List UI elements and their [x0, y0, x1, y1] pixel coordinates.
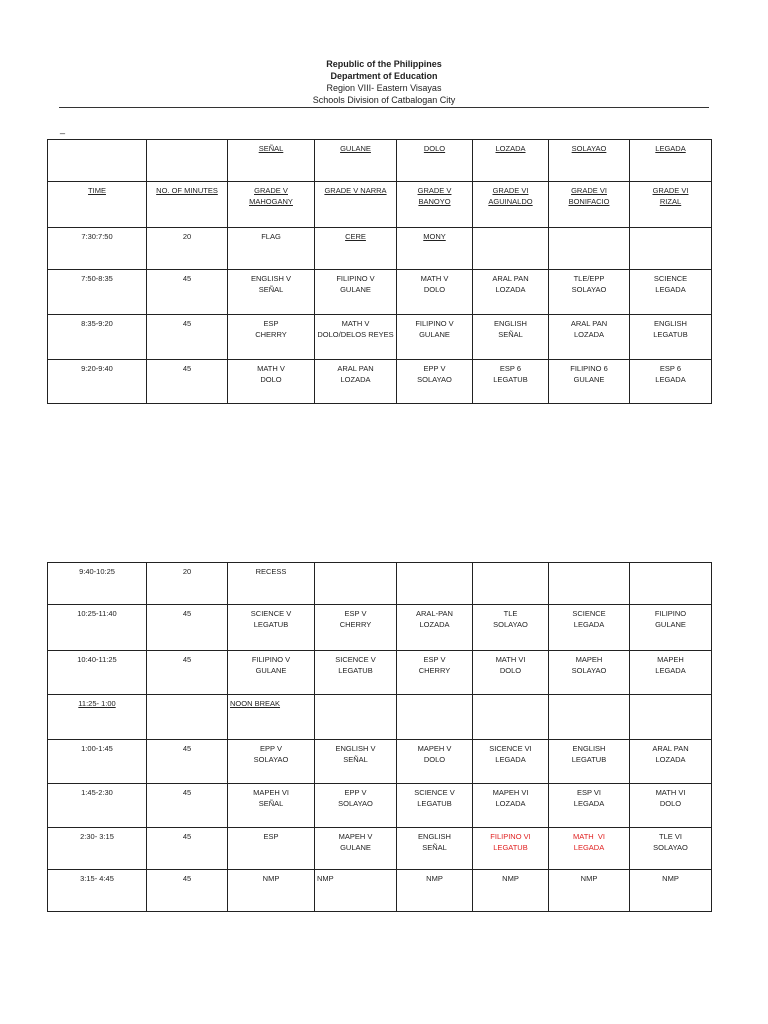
time-cell: 9:40-10:25: [48, 563, 147, 605]
section-header: [228, 182, 315, 228]
teacher: SOLAYAO: [253, 755, 289, 764]
teacher: CHERRY: [339, 620, 372, 629]
subject: MAPEH V: [338, 832, 373, 841]
schedule-cell: [473, 270, 549, 315]
schedule-cell: [549, 651, 630, 695]
schedule-cell: [549, 870, 630, 912]
schedule-cell: [473, 695, 549, 740]
table-row: [48, 360, 712, 404]
teacher: LEGADA: [655, 375, 686, 384]
schedule-cell: [630, 563, 712, 605]
subject: MATH VI: [655, 788, 686, 797]
schedule-cell-highlighted: [549, 828, 630, 870]
teacher: SOLAYAO: [338, 799, 373, 808]
table-row: [48, 784, 712, 828]
teacher: LOZADA: [419, 620, 450, 629]
schedule-cell: [397, 228, 473, 270]
schedule-cell: [228, 270, 315, 315]
section-grade: GRADE V NARRA: [324, 186, 387, 195]
schedule-cell: [473, 740, 549, 784]
noon-break-label: NOON BREAK: [230, 699, 281, 708]
teacher: LOZADA: [573, 330, 604, 339]
schedule-cell: [397, 828, 473, 870]
schedule-cell: [315, 270, 397, 315]
schedule-cell: [228, 563, 315, 605]
schedule-cell: [549, 360, 630, 404]
subject: MATH VI: [495, 655, 526, 664]
teacher-header: LEGADA: [630, 140, 712, 182]
subject: TLE/EPP: [573, 274, 605, 283]
table-row: [48, 651, 712, 695]
schedule-cell: [630, 784, 712, 828]
schedule-cell: [228, 605, 315, 651]
schedule-cell: [228, 315, 315, 360]
subject: ARAL PAN: [570, 319, 608, 328]
letterhead: [0, 58, 768, 106]
schedule-cell: [397, 784, 473, 828]
schedule-cell: [228, 828, 315, 870]
teacher: SEÑAL: [343, 755, 368, 764]
section-grade: GRADE VI: [571, 186, 607, 195]
subject: CERE: [345, 232, 366, 241]
schedule-cell: [315, 870, 397, 912]
section-name: AGUINALDO: [488, 197, 533, 206]
letterhead-line-region: Region VIII- Eastern Visayas: [326, 83, 442, 93]
subject: MATH V: [420, 274, 449, 283]
section-header: [397, 182, 473, 228]
teacher-header: GULANE: [315, 140, 397, 182]
subject: ARAL PAN: [492, 274, 529, 283]
stray-mark: _: [60, 124, 66, 134]
teacher: GULANE: [255, 666, 287, 675]
subject: SCIENCE V: [414, 788, 455, 797]
subject: ESP V: [423, 655, 446, 664]
schedule-cell: [397, 563, 473, 605]
teacher: CHERRY: [255, 330, 287, 339]
schedule-cell: [473, 784, 549, 828]
schedule-cell: [630, 740, 712, 784]
teacher: GULANE: [340, 843, 371, 852]
teacher: LOZADA: [340, 375, 371, 384]
subject: ESP 6: [659, 364, 682, 373]
subject: NMP: [317, 874, 334, 883]
schedule-cell: [473, 360, 549, 404]
subject: MONY: [423, 232, 446, 241]
schedule-cell: [549, 605, 630, 651]
schedule-cell: [315, 605, 397, 651]
teacher: LOZADA: [495, 799, 526, 808]
empty-cell: [48, 140, 147, 182]
schedule-cell: [397, 870, 473, 912]
subject: ARAL PAN: [337, 364, 374, 373]
teacher: LOZADA: [655, 755, 686, 764]
schedule-cell: [630, 828, 712, 870]
schedule-cell: [473, 228, 549, 270]
minutes-cell: 45: [147, 605, 228, 651]
subject: ESP 6: [499, 364, 522, 373]
schedule-cell: [228, 740, 315, 784]
section-header-row: [48, 182, 712, 228]
teacher: GULANE: [340, 285, 371, 294]
subject: FILIPINO 6: [570, 364, 608, 373]
teacher-header-row: [48, 140, 712, 182]
schedule-cell: [473, 870, 549, 912]
table-row: [48, 695, 712, 740]
time-cell: 11:25- 1:00: [48, 695, 147, 740]
subject: TLE VI: [659, 832, 682, 841]
subject: EPP V: [260, 744, 282, 753]
subject: MAPEH VI: [253, 788, 289, 797]
empty-cell: [147, 140, 228, 182]
teacher: LEGATUB: [253, 620, 289, 629]
teacher: GULANE: [419, 330, 450, 339]
teacher: LEGADA: [573, 620, 605, 629]
subject: SCIENCE: [653, 274, 688, 283]
time-cell: 10:40-11:25: [48, 651, 147, 695]
teacher: LEGATUB: [493, 843, 528, 852]
subject: FLAG: [261, 232, 281, 241]
schedule-cell: [228, 651, 315, 695]
minutes-cell: 45: [147, 784, 228, 828]
minutes-cell: 45: [147, 270, 228, 315]
schedule-cell: [549, 315, 630, 360]
subject: FILIPINO VI: [490, 832, 531, 841]
schedule-cell: [397, 695, 473, 740]
schedule-cell: [315, 784, 397, 828]
schedule-table-morning: [47, 139, 712, 404]
schedule-cell: [397, 270, 473, 315]
subject: ARAL PAN: [652, 744, 689, 753]
subject: EPP V: [344, 788, 367, 797]
schedule-cell: [315, 828, 397, 870]
header-divider: [59, 107, 709, 108]
minutes-cell: 45: [147, 740, 228, 784]
subject: SICENCE VI: [489, 744, 532, 753]
teacher: SEÑAL: [258, 799, 284, 808]
table-row: [48, 270, 712, 315]
time-cell: 7:50-8:35: [48, 270, 147, 315]
subject: ENGLISH: [494, 319, 527, 328]
teacher-header: DOLO: [397, 140, 473, 182]
schedule-cell: [549, 228, 630, 270]
schedule-cell: [630, 270, 712, 315]
teacher: LEGATUB: [571, 755, 607, 764]
section-header: [630, 182, 712, 228]
table-row: [48, 228, 712, 270]
teacher: SEÑAL: [422, 843, 447, 852]
teacher: SOLAYAO: [571, 285, 607, 294]
teacher: SOLAYAO: [571, 666, 607, 675]
minutes-cell: 45: [147, 651, 228, 695]
schedule-cell: [630, 315, 712, 360]
teacher: GULANE: [573, 375, 605, 384]
subject: ENGLISH V: [335, 744, 376, 753]
subject: ENGLISH: [572, 744, 606, 753]
section-header: [315, 182, 397, 228]
table-row: [48, 740, 712, 784]
schedule-cell: [549, 563, 630, 605]
section-name: BANOYO: [418, 197, 451, 206]
schedule-cell: [473, 605, 549, 651]
schedule-cell: [473, 563, 549, 605]
schedule-cell: [549, 270, 630, 315]
teacher: GULANE: [655, 620, 686, 629]
time-cell: 2:30- 3:15: [48, 828, 147, 870]
time-cell: 7:30:7:50: [48, 228, 147, 270]
teacher: LEGADA: [655, 285, 686, 294]
section-grade: GRADE VI: [492, 186, 529, 195]
schedule-cell: [315, 563, 397, 605]
subject: MAPEH VI: [492, 788, 529, 797]
section-header: [549, 182, 630, 228]
schedule-cell: [397, 605, 473, 651]
minutes-cell: 45: [147, 360, 228, 404]
subject: ESP VI: [576, 788, 602, 797]
subject: NMP: [262, 874, 280, 883]
teacher: LEGADA: [573, 799, 605, 808]
minutes-cell: [147, 695, 228, 740]
subject: RECESS: [255, 567, 287, 576]
teacher: SEÑAL: [498, 330, 523, 339]
section-grade: GRADE V: [254, 186, 288, 195]
subject: MAPEH V: [417, 744, 452, 753]
schedule-cell: [315, 740, 397, 784]
subject: ENGLISH: [418, 832, 451, 841]
teacher: LEGATUB: [338, 666, 373, 675]
schedule-cell: [228, 360, 315, 404]
section-name: RIZAL: [659, 197, 682, 206]
teacher-header: LOZADA: [473, 140, 549, 182]
schedule-table-afternoon: [47, 562, 712, 912]
subject: NMP: [502, 874, 519, 883]
schedule-cell: [228, 695, 315, 740]
schedule-cell-highlighted: [473, 828, 549, 870]
schedule-cell: [473, 651, 549, 695]
subject: ARAL-PAN: [416, 609, 453, 618]
subject: FILIPINO V: [251, 655, 291, 664]
subject: ESP V: [344, 609, 367, 618]
schedule-cell: [397, 315, 473, 360]
subject: MATH VI: [573, 832, 605, 841]
subject: SCIENCE V: [250, 609, 292, 618]
subject: ENGLISH V: [250, 274, 291, 283]
subject: SCIENCE: [572, 609, 606, 618]
time-cell: 9:20-9:40: [48, 360, 147, 404]
schedule-cell: [549, 695, 630, 740]
section-header: [473, 182, 549, 228]
table-row: [48, 315, 712, 360]
minutes-cell: 45: [147, 828, 228, 870]
teacher-header: SOLAYAO: [549, 140, 630, 182]
schedule-cell: [549, 784, 630, 828]
minutes-cell: 45: [147, 315, 228, 360]
minutes-cell: 45: [147, 870, 228, 912]
teacher: SOLAYAO: [417, 375, 452, 384]
table-row: [48, 870, 712, 912]
schedule-cell: [630, 695, 712, 740]
teacher: SOLAYAO: [493, 620, 528, 629]
subject: ESP: [263, 832, 279, 841]
teacher: SEÑAL: [258, 285, 284, 294]
teacher: LEGADA: [655, 666, 686, 675]
schedule-cell: [397, 740, 473, 784]
teacher: DOLO: [659, 799, 682, 808]
subject: EPP V: [423, 364, 446, 373]
teacher: DOLO: [499, 666, 522, 675]
teacher: LEGATUB: [493, 375, 528, 384]
schedule-cell: [228, 228, 315, 270]
schedule-cell: [315, 651, 397, 695]
section-name: BONIFACIO: [568, 197, 610, 206]
schedule-cell: [473, 315, 549, 360]
letterhead-line-republic: Republic of the Philippines: [326, 59, 442, 69]
time-cell: 1:45-2:30: [48, 784, 147, 828]
time-cell: 3:15- 4:45: [48, 870, 147, 912]
schedule-cell: [315, 695, 397, 740]
minutes-column-header: NO. OF MINUTES: [147, 182, 228, 228]
schedule-cell: [315, 315, 397, 360]
subject: FILIPINO V: [336, 274, 375, 283]
table-row: [48, 828, 712, 870]
subject: FILIPINO: [654, 609, 687, 618]
section-grade: GRADE V: [417, 186, 452, 195]
schedule-cell: [397, 360, 473, 404]
time-cell: 10:25-11:40: [48, 605, 147, 651]
subject: ENGLISH: [654, 319, 687, 328]
teacher: SOLAYAO: [653, 843, 688, 852]
schedule-cell: [630, 651, 712, 695]
teacher: CHERRY: [418, 666, 451, 675]
teacher: LEGATUB: [417, 799, 452, 808]
schedule-cell: [630, 228, 712, 270]
teacher: LEGATUB: [653, 330, 688, 339]
subject: MATH V: [257, 364, 285, 373]
letterhead-line-division: Schools Division of Catbalogan City: [312, 95, 456, 105]
schedule-cell: [630, 870, 712, 912]
time-cell: 8:35-9:20: [48, 315, 147, 360]
section-grade: GRADE VI: [652, 186, 689, 195]
schedule-cell: [549, 740, 630, 784]
schedule-cell: [630, 360, 712, 404]
subject: NMP: [662, 874, 679, 883]
subject: NMP: [580, 874, 598, 883]
schedule-cell: [228, 784, 315, 828]
table-row: [48, 605, 712, 651]
schedule-cell: [228, 870, 315, 912]
minutes-cell: 20: [147, 228, 228, 270]
subject: ESP: [263, 319, 279, 328]
minutes-cell: 20: [147, 563, 228, 605]
teacher: DOLO: [260, 375, 282, 384]
teacher: DOLO: [423, 285, 446, 294]
subject: MAPEH: [575, 655, 603, 664]
time-cell: 1:00-1:45: [48, 740, 147, 784]
time-column-header: TIME: [48, 182, 147, 228]
letterhead-line-department: Department of Education: [330, 71, 438, 81]
schedule-cell: [315, 360, 397, 404]
subject: SICENCE V: [335, 655, 376, 664]
teacher: LEGADA: [495, 755, 526, 764]
schedule-cell: [630, 605, 712, 651]
schedule-cell: [315, 228, 397, 270]
teacher: LOZADA: [495, 285, 526, 294]
teacher-header: SEÑAL: [228, 140, 315, 182]
section-name: MAHOGANY: [249, 197, 293, 206]
teacher: LEGADA: [573, 843, 605, 852]
subject: MATH V: [341, 319, 370, 328]
teacher: DOLO: [423, 755, 446, 764]
table-row: [48, 563, 712, 605]
subject: FILIPINO V: [415, 319, 454, 328]
subject: TLE: [503, 609, 518, 618]
schedule-cell: [397, 651, 473, 695]
subject: NMP: [426, 874, 443, 883]
teacher: DOLO/DELOS REYES: [317, 330, 394, 339]
subject: MAPEH: [657, 655, 684, 664]
